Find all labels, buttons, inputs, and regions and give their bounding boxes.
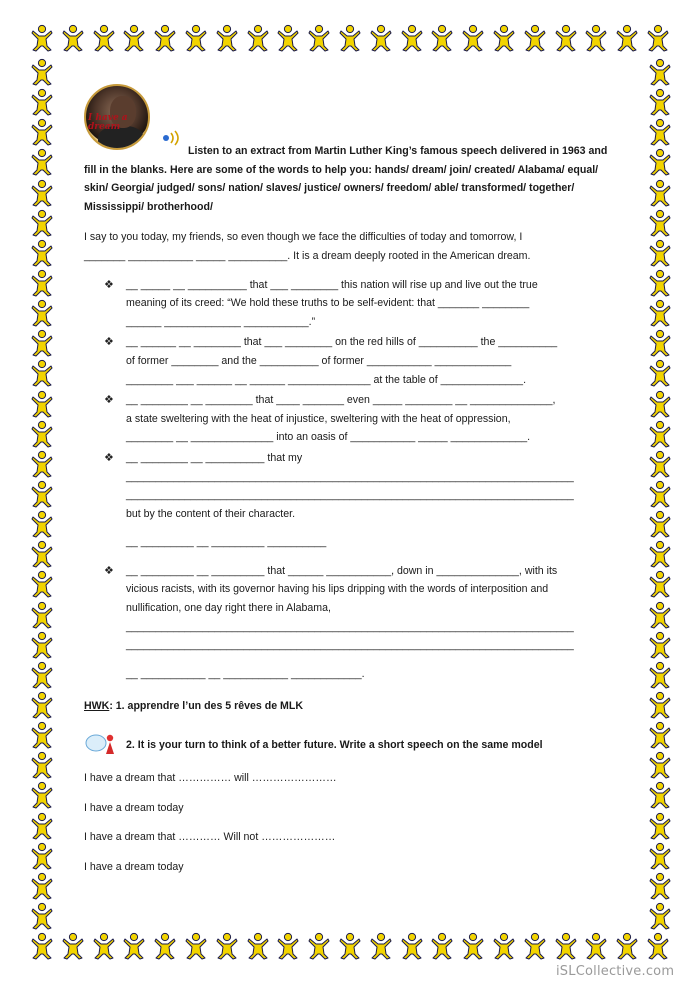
prompt-line[interactable]: I have a dream that …………… will …………………… bbox=[84, 772, 337, 785]
prompt-line[interactable]: I have a dream that ………… Will not ………………… bbox=[84, 831, 336, 844]
dancing-figure-icon bbox=[30, 872, 54, 900]
dancing-figure-icon bbox=[646, 24, 670, 52]
dancing-figure-icon bbox=[30, 209, 54, 237]
dancing-figure-icon bbox=[30, 601, 54, 629]
blank-line[interactable]: ____________________________________________________________________________ bbox=[126, 620, 574, 633]
dancing-figure-icon bbox=[648, 812, 672, 840]
dancing-figure-icon bbox=[30, 450, 54, 478]
dancing-figure-icon bbox=[648, 781, 672, 809]
dancing-figure-icon bbox=[30, 58, 54, 86]
blank-line[interactable]: ____________________________________________________________________________ bbox=[126, 489, 574, 502]
dancing-figure-icon bbox=[30, 751, 54, 779]
dancing-figure-icon bbox=[648, 88, 672, 116]
dancing-figure-icon bbox=[648, 661, 672, 689]
dancing-figure-icon bbox=[307, 932, 331, 960]
dancing-figure-icon bbox=[92, 932, 116, 960]
dancing-figure-icon bbox=[461, 932, 485, 960]
dancing-figure-icon bbox=[648, 691, 672, 719]
portrait-caption: I have a dream bbox=[88, 113, 128, 132]
dancing-figure-icon bbox=[30, 24, 54, 52]
dancing-figure-icon bbox=[430, 932, 454, 960]
dancing-figure-icon bbox=[369, 24, 393, 52]
dancing-figure-icon bbox=[184, 24, 208, 52]
homework-line bbox=[84, 697, 618, 716]
diamond-bullet-icon: ❖ bbox=[104, 564, 114, 577]
task-two-text: 2. It is your turn to think of a better future. Write a short speech on the same model bbox=[126, 739, 543, 752]
dancing-figure-icon bbox=[30, 329, 54, 357]
paragraph-line: _______ ___________ _____ __________. It is a dream deeply rooted in the American dream. bbox=[84, 249, 531, 262]
dream-item bbox=[84, 449, 618, 552]
dancing-figure-icon bbox=[30, 540, 54, 568]
diamond-bullet-icon: ❖ bbox=[104, 451, 114, 464]
dancing-figure-icon bbox=[400, 24, 424, 52]
dancing-figure-icon bbox=[492, 932, 516, 960]
blank-line: nullification, one day right there in Alabama, bbox=[126, 602, 331, 615]
dancing-figure-icon bbox=[30, 299, 54, 327]
dancing-figure-icon bbox=[584, 932, 608, 960]
dancing-figure-icon bbox=[648, 390, 672, 418]
dancing-figure-icon bbox=[30, 661, 54, 689]
dancing-figure-icon bbox=[648, 450, 672, 478]
mlk-portrait bbox=[84, 84, 150, 150]
dancing-figure-icon bbox=[61, 24, 85, 52]
dancing-figure-icon bbox=[276, 24, 300, 52]
task-two bbox=[84, 732, 618, 758]
diamond-bullet-icon: ❖ bbox=[104, 336, 114, 349]
dancing-figure-icon bbox=[30, 721, 54, 749]
dancing-figure-icon bbox=[648, 179, 672, 207]
border-right bbox=[648, 58, 674, 930]
diamond-bullet-icon: ❖ bbox=[104, 394, 114, 407]
dancing-figure-icon bbox=[30, 148, 54, 176]
border-bottom bbox=[30, 932, 670, 964]
border-left bbox=[30, 58, 56, 930]
dancing-figure-icon bbox=[184, 932, 208, 960]
dancing-figure-icon bbox=[30, 812, 54, 840]
dancing-figure-icon bbox=[153, 24, 177, 52]
dancing-figure-icon bbox=[430, 24, 454, 52]
dancing-figure-icon bbox=[30, 269, 54, 297]
dancing-figure-icon bbox=[648, 420, 672, 448]
dancing-figure-icon bbox=[30, 902, 54, 930]
dancing-figure-icon bbox=[461, 24, 485, 52]
dancing-figure-icon bbox=[523, 24, 547, 52]
speaker-person-icon bbox=[84, 732, 122, 758]
blank-line[interactable]: of former ________ and the __________ of former ___________ _____________ bbox=[126, 354, 512, 367]
dancing-figure-icon bbox=[30, 510, 54, 538]
watermark: iSLCollective.com bbox=[556, 964, 675, 979]
dancing-figure-icon bbox=[30, 359, 54, 387]
blank-line[interactable]: __ _________ __ _________ that ______ ___________, down in ______________, with its bbox=[126, 564, 558, 577]
dancing-figure-icon bbox=[61, 932, 85, 960]
blank-line[interactable]: ________ ___ ______ __ ______ ______________ at the table of ______________. bbox=[126, 373, 527, 386]
dancing-figure-icon bbox=[30, 88, 54, 116]
blank-line[interactable]: meaning of its creed: “We hold these truths to be self-evident: that _______ ________ bbox=[126, 297, 530, 310]
dancing-figure-icon bbox=[30, 420, 54, 448]
dancing-figure-icon bbox=[648, 299, 672, 327]
blank-line[interactable]: a state sweltering with the heat of injustice, sweltering with the heat of oppression, bbox=[126, 412, 511, 425]
blank-line[interactable]: ____________________________________________________________________________ bbox=[126, 639, 574, 652]
dancing-figure-icon bbox=[246, 932, 270, 960]
dancing-figure-icon bbox=[30, 932, 54, 960]
dancing-figure-icon bbox=[615, 932, 639, 960]
dream-item bbox=[84, 276, 618, 332]
dancing-figure-icon bbox=[648, 239, 672, 267]
homework-text: : 1. apprendre l’un des 5 rêves de MLK bbox=[109, 700, 304, 713]
dancing-figure-icon bbox=[648, 118, 672, 146]
worksheet bbox=[84, 84, 618, 876]
dancing-figure-icon bbox=[30, 570, 54, 598]
dancing-figure-icon bbox=[648, 359, 672, 387]
dancing-figure-icon bbox=[648, 480, 672, 508]
worksheet-header bbox=[84, 84, 618, 154]
dancing-figure-icon bbox=[30, 842, 54, 870]
dancing-figure-icon bbox=[30, 118, 54, 146]
paragraph-intro bbox=[84, 228, 618, 265]
dancing-figure-icon bbox=[584, 24, 608, 52]
dancing-figure-icon bbox=[648, 842, 672, 870]
blank-line[interactable]: __ _____ __ __________ that ___ ________ this nation will rise up and live out the true bbox=[126, 278, 538, 291]
dancing-figure-icon bbox=[246, 24, 270, 52]
dancing-figure-icon bbox=[215, 932, 239, 960]
instructions: Listen to an extract from Martin Luther King’s famous speech delivered in 1963 and fill in the blanks. Here are some of the words to help you: hands/ dream/ join/ created/ Alabama/ equal/ skin/ Georgia/ judged/ sons/ nation/ slaves/ justice/ owners/ freedom/ able/ transformed/ together/ Mississippi/ brotherhood/ bbox=[84, 145, 608, 213]
dream-item bbox=[84, 562, 618, 684]
prompt-line[interactable]: I have a dream today bbox=[84, 801, 184, 814]
blank-line[interactable]: ________ __ ______________ into an oasis of ___________ _____ _____________. bbox=[126, 431, 531, 444]
dancing-figure-icon bbox=[338, 24, 362, 52]
blank-line[interactable]: __ ________ __ __________ that my bbox=[126, 451, 303, 464]
dancing-figure-icon bbox=[215, 24, 239, 52]
blank-line: vicious racists, with its governor having his lips dripping with the words of interposition and bbox=[126, 583, 549, 596]
dancing-figure-icon bbox=[648, 209, 672, 237]
dancing-figure-icon bbox=[30, 781, 54, 809]
blank-line[interactable]: ____________________________________________________________________________ bbox=[126, 470, 574, 483]
blank-line[interactable]: ______ _____________ ___________.” bbox=[126, 315, 316, 328]
dancing-figure-icon bbox=[648, 58, 672, 86]
dancing-figure-icon bbox=[122, 24, 146, 52]
diamond-bullet-icon: ❖ bbox=[104, 278, 114, 291]
dream-item bbox=[84, 333, 618, 389]
dancing-figure-icon bbox=[648, 148, 672, 176]
prompt-line[interactable]: I have a dream today bbox=[84, 860, 184, 873]
dancing-figure-icon bbox=[648, 601, 672, 629]
dancing-figure-icon bbox=[648, 872, 672, 900]
dancing-figure-icon bbox=[307, 24, 331, 52]
dancing-figure-icon bbox=[648, 631, 672, 659]
dancing-figure-icon bbox=[30, 179, 54, 207]
dancing-figure-icon bbox=[648, 269, 672, 297]
dancing-figure-icon bbox=[153, 932, 177, 960]
dancing-figure-icon bbox=[338, 932, 362, 960]
dancing-figure-icon bbox=[30, 480, 54, 508]
dancing-figure-icon bbox=[400, 932, 424, 960]
dancing-figure-icon bbox=[648, 721, 672, 749]
blank-line[interactable]: __ ________ __ ________ that ____ _______ even _____ ________ __ ______________, bbox=[126, 394, 556, 407]
dancing-figure-icon bbox=[648, 510, 672, 538]
dancing-figure-icon bbox=[492, 24, 516, 52]
dancing-figure-icon bbox=[615, 24, 639, 52]
dream-item bbox=[84, 391, 618, 447]
dancing-figure-icon bbox=[648, 540, 672, 568]
border-top bbox=[30, 24, 670, 56]
blank-line[interactable]: __ ___________ __ ___________ ____________. bbox=[126, 667, 365, 680]
dancing-figure-icon bbox=[554, 24, 578, 52]
homework-label: HWK bbox=[84, 700, 110, 713]
dancing-figure-icon bbox=[30, 239, 54, 267]
dancing-figure-icon bbox=[648, 329, 672, 357]
paragraph-line: I say to you today, my friends, so even though we face the difficulties of today and tomorrow, I bbox=[84, 231, 523, 244]
blank-line[interactable]: __ _________ __ _________ __________ bbox=[126, 536, 327, 549]
dancing-figure-icon bbox=[30, 390, 54, 418]
dancing-figure-icon bbox=[648, 902, 672, 930]
dancing-figure-icon bbox=[648, 751, 672, 779]
dancing-figure-icon bbox=[369, 932, 393, 960]
blank-line[interactable]: __ ______ __ ________ that ___ ________ on the red hills of __________ the __________ bbox=[126, 336, 558, 349]
dancing-figure-icon bbox=[554, 932, 578, 960]
dancing-figure-icon bbox=[92, 24, 116, 52]
dancing-figure-icon bbox=[276, 932, 300, 960]
dancing-figure-icon bbox=[523, 932, 547, 960]
dancing-figure-icon bbox=[646, 932, 670, 960]
dancing-figure-icon bbox=[30, 691, 54, 719]
dream-list bbox=[84, 276, 618, 684]
dancing-figure-icon bbox=[122, 932, 146, 960]
speaker-icon bbox=[162, 130, 184, 146]
dancing-figure-icon bbox=[30, 631, 54, 659]
dancing-figure-icon bbox=[648, 570, 672, 598]
blank-line: but by the content of their character. bbox=[126, 507, 296, 520]
